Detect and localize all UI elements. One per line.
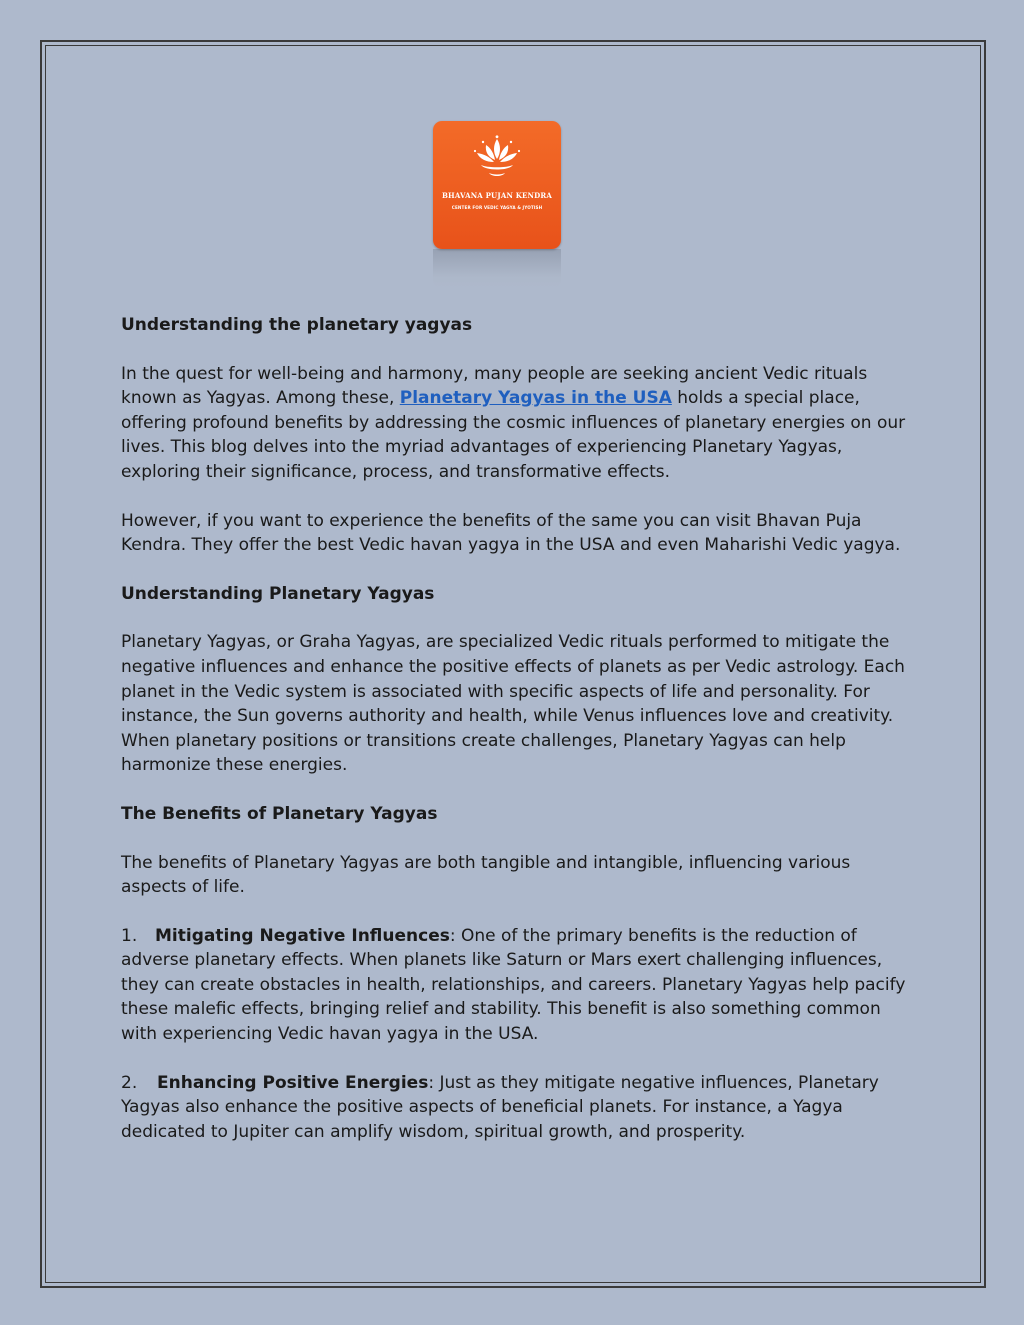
paragraph: However, if you want to experience the benefits of the same you can visit Bhavan Puja Kendra. They offer the best Vedic havan yagya in the USA and even Maharishi Vedic yagya. bbox=[121, 510, 901, 556]
list-number: 2. bbox=[121, 1072, 138, 1093]
section-heading: The Benefits of Planetary Yagyas bbox=[121, 803, 438, 824]
section-heading: Understanding the planetary yagyas bbox=[121, 315, 473, 335]
list-item-title: Enhancing Positive Energies bbox=[157, 1072, 429, 1093]
intro-paragraph bbox=[121, 362, 911, 485]
intro-text-after: holds a special place, offering profound benefits by addressing the cosmic influences of planetary energies on our lives. This blog delves into the myriad advantages of experiencing Planetary Yagyas, exploring their significance, process, and transformative effects. bbox=[121, 388, 906, 482]
list-number: 1. bbox=[121, 925, 138, 946]
list-item-text: : One of the primary benefits is the reduction of adverse planetary effects. When planets like Saturn or Mars exert challenging influences, they can create obstacles in health, relationships, and careers. Planetary Yagyas help pacify these malefic effects, bringing relief and stability. This benefit is also something common with experiencing Vedic havan yagya in the USA. bbox=[121, 925, 906, 1045]
planetary-yagyas-link[interactable]: Planetary Yagyas in the USA bbox=[399, 388, 672, 409]
intro-text-before: In the quest for well-being and harmony, many people are seeking ancient Vedic rituals known as Yagyas. Among these, bbox=[121, 363, 868, 409]
list-item-text: : Just as they mitigate negative influences, Planetary Yagyas also enhance the positive aspects of beneficial planets. For instance, a Yagya dedicated to Jupiter can amplify wisdom, spiritual growth, and prosperity. bbox=[121, 1072, 879, 1142]
logo-tagline: CENTER FOR VEDIC YAGYA & JYOTISH bbox=[451, 205, 543, 210]
list-item-title: Mitigating Negative Influences bbox=[155, 925, 450, 946]
logo-reflection bbox=[433, 249, 561, 289]
lotus-icon bbox=[473, 135, 521, 179]
list-item bbox=[121, 924, 911, 1047]
logo-title: BHAVANA PUJAN KENDRA bbox=[441, 191, 553, 200]
paragraph: The benefits of Planetary Yagyas are both tangible and intangible, influencing various aspects of life. bbox=[121, 852, 851, 898]
logo-block bbox=[433, 121, 561, 289]
article-body bbox=[121, 313, 911, 1168]
brand-logo bbox=[433, 121, 561, 249]
paragraph: Planetary Yagyas, or Graha Yagyas, are specialized Vedic rituals performed to mitigate the negative influences and enhance the positive effects of planets as per Vedic astrology. Each planet in the Vedic system is associated with specific aspects of life and personality. For instance, the Sun governs authority and health, while Venus influences love and creativity. When planetary positions or transitions create challenges, Planetary Yagyas can help harmonize these energies. bbox=[121, 632, 905, 776]
section-heading: Understanding Planetary Yagyas bbox=[121, 583, 435, 604]
list-item bbox=[121, 1071, 911, 1145]
